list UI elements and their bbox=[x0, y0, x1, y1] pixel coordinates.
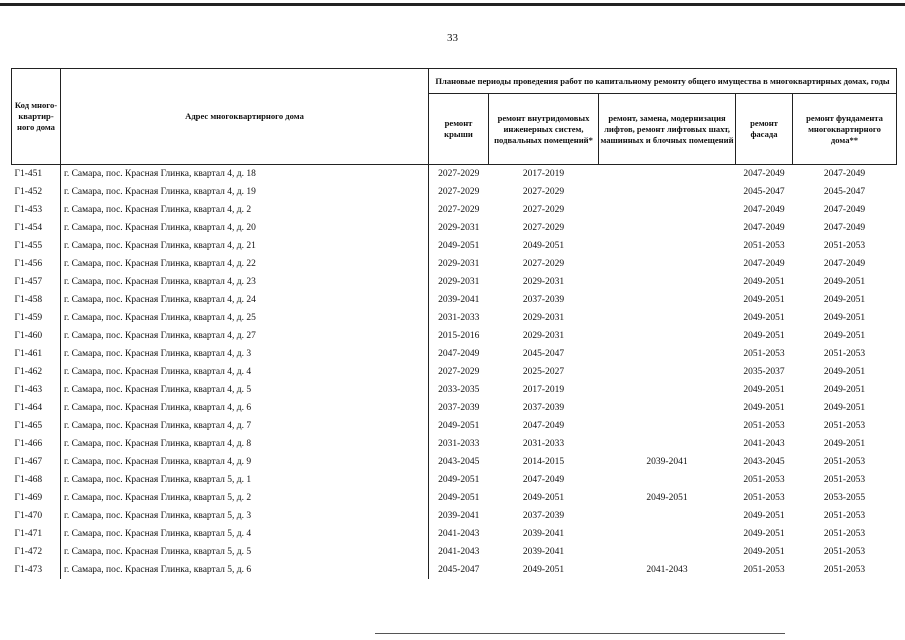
header-facade: ремонт фасада bbox=[736, 94, 793, 165]
top-rule bbox=[0, 3, 905, 6]
cell-engineering: 2045-2047 bbox=[522, 349, 565, 359]
cell-foundation: 2049-2051 bbox=[823, 385, 866, 395]
cell-engineering: 2039-2041 bbox=[522, 547, 565, 557]
cell-address: г. Самара, пос. Красная Глинка, квартал 5, д. 6 bbox=[61, 561, 429, 579]
header-foundation: ремонт фундамента многоквартирного дома** bbox=[793, 94, 897, 165]
cell-address: г. Самара, пос. Красная Глинка, квартал 4, д. 27 bbox=[61, 327, 429, 345]
cell-roof: 2049-2051 bbox=[438, 475, 480, 485]
cell-code: Г1-467 bbox=[12, 453, 61, 471]
cell-engineering: 2029-2031 bbox=[522, 277, 565, 287]
cell-foundation: 2051-2053 bbox=[823, 529, 866, 539]
cell-address: г. Самара, пос. Красная Глинка, квартал 5, д. 3 bbox=[61, 507, 429, 525]
cell-elevators bbox=[599, 237, 736, 255]
cell-code: Г1-455 bbox=[12, 237, 61, 255]
cell-roof: 2027-2029 bbox=[438, 187, 480, 197]
cell-facade: 2049-2051 bbox=[743, 547, 785, 557]
cell-address: г. Самара, пос. Красная Глинка, квартал 4, д. 7 bbox=[61, 417, 429, 435]
cell-roof: 2015-2016 bbox=[438, 331, 480, 341]
cell-facade: 2051-2053 bbox=[743, 241, 785, 251]
cell-facade: 2047-2049 bbox=[743, 205, 785, 215]
cell-address: г. Самара, пос. Красная Глинка, квартал 4, д. 8 bbox=[61, 435, 429, 453]
cell-elevators bbox=[599, 291, 736, 309]
cell-elevators bbox=[599, 183, 736, 201]
cell-engineering: 2037-2039 bbox=[522, 403, 565, 413]
cell-elevators bbox=[599, 399, 736, 417]
cell-engineering: 2029-2031 bbox=[522, 331, 565, 341]
cell-address: г. Самара, пос. Красная Глинка, квартал 4, д. 9 bbox=[61, 453, 429, 471]
cell-facade: 2049-2051 bbox=[743, 277, 785, 287]
cell-roof: 2045-2047 bbox=[438, 565, 480, 575]
header-work-periods: Плановые периоды проведения работ по капитальному ремонту общего имущества в многоквартирных домах, годы bbox=[429, 69, 897, 94]
cell-address: г. Самара, пос. Красная Глинка, квартал 4, д. 24 bbox=[61, 291, 429, 309]
cell-roof: 2047-2049 bbox=[438, 349, 480, 359]
cell-elevators bbox=[599, 525, 736, 543]
cell-foundation: 2053-2055 bbox=[823, 493, 866, 503]
cell-facade: 2051-2053 bbox=[743, 493, 785, 503]
cell-foundation: 2049-2051 bbox=[823, 403, 866, 413]
cell-facade: 2049-2051 bbox=[743, 295, 785, 305]
table-row bbox=[12, 543, 897, 561]
table-row bbox=[12, 399, 897, 417]
table-row bbox=[12, 471, 897, 489]
cell-roof: 2049-2051 bbox=[438, 241, 480, 251]
cell-roof: 2049-2051 bbox=[438, 493, 480, 503]
cell-elevators bbox=[599, 219, 736, 237]
cell-elevators bbox=[599, 417, 736, 435]
cell-facade: 2035-2037 bbox=[743, 367, 785, 377]
cell-engineering: 2037-2039 bbox=[522, 295, 565, 305]
cell-code: Г1-461 bbox=[12, 345, 61, 363]
cell-foundation: 2051-2053 bbox=[823, 547, 866, 557]
cell-address: г. Самара, пос. Красная Глинка, квартал 4, д. 23 bbox=[61, 273, 429, 291]
cell-foundation: 2051-2053 bbox=[823, 511, 866, 521]
table-row bbox=[12, 363, 897, 381]
cell-foundation: 2047-2049 bbox=[823, 205, 866, 215]
cell-roof: 2033-2035 bbox=[438, 385, 480, 395]
cell-elevators bbox=[599, 471, 736, 489]
header-elevators: ремонт, замена, модернизация лифтов, ремонт лифтовых шахт, машинных и блочных помещений bbox=[599, 94, 736, 165]
cell-facade: 2049-2051 bbox=[743, 313, 785, 323]
cell-engineering: 2047-2049 bbox=[522, 475, 565, 485]
cell-elevators bbox=[599, 435, 736, 453]
cell-facade: 2045-2047 bbox=[743, 187, 785, 197]
cell-code: Г1-466 bbox=[12, 435, 61, 453]
cell-elevators bbox=[599, 273, 736, 291]
cell-code: Г1-457 bbox=[12, 273, 61, 291]
cell-address: г. Самара, пос. Красная Глинка, квартал 4, д. 2 bbox=[61, 201, 429, 219]
table-row bbox=[12, 453, 897, 471]
cell-code: Г1-470 bbox=[12, 507, 61, 525]
table-row bbox=[12, 435, 897, 453]
cell-engineering: 2037-2039 bbox=[522, 511, 565, 521]
cell-address: г. Самара, пос. Красная Глинка, квартал 5, д. 1 bbox=[61, 471, 429, 489]
cell-facade: 2047-2049 bbox=[743, 169, 785, 179]
table-row bbox=[12, 525, 897, 543]
cell-facade: 2049-2051 bbox=[743, 385, 785, 395]
cell-code: Г1-456 bbox=[12, 255, 61, 273]
cell-facade: 2041-2043 bbox=[743, 439, 785, 449]
cell-facade: 2051-2053 bbox=[743, 475, 785, 485]
table-row bbox=[12, 561, 897, 579]
cell-address: г. Самара, пос. Красная Глинка, квартал 4, д. 5 bbox=[61, 381, 429, 399]
cell-address: г. Самара, пос. Красная Глинка, квартал 4, д. 25 bbox=[61, 309, 429, 327]
cell-engineering: 2027-2029 bbox=[522, 259, 565, 269]
cell-address: г. Самара, пос. Красная Глинка, квартал 4, д. 3 bbox=[61, 345, 429, 363]
cell-roof: 2027-2029 bbox=[438, 205, 480, 215]
cell-elevators: 2041-2043 bbox=[646, 565, 688, 575]
cell-facade: 2049-2051 bbox=[743, 331, 785, 341]
cell-roof: 2029-2031 bbox=[438, 259, 480, 269]
cell-foundation: 2047-2049 bbox=[823, 259, 866, 269]
table-row bbox=[12, 327, 897, 345]
cell-roof: 2039-2041 bbox=[438, 511, 480, 521]
cell-elevators: 2039-2041 bbox=[646, 457, 688, 467]
cell-code: Г1-460 bbox=[12, 327, 61, 345]
cell-foundation: 2049-2051 bbox=[823, 277, 866, 287]
cell-code: Г1-472 bbox=[12, 543, 61, 561]
cell-address: г. Самара, пос. Красная Глинка, квартал 5, д. 5 bbox=[61, 543, 429, 561]
cell-elevators bbox=[599, 165, 736, 184]
header-engineering: ремонт внутридомовых инженерных систем, подвальных помещений* bbox=[489, 94, 599, 165]
cell-code: Г1-473 bbox=[12, 561, 61, 579]
cell-code: Г1-468 bbox=[12, 471, 61, 489]
cell-address: г. Самара, пос. Красная Глинка, квартал 4, д. 4 bbox=[61, 363, 429, 381]
header-roof: ремонт крыши bbox=[429, 94, 489, 165]
cell-code: Г1-459 bbox=[12, 309, 61, 327]
cell-foundation: 2049-2051 bbox=[823, 367, 866, 377]
cell-foundation: 2049-2051 bbox=[823, 331, 866, 341]
cell-foundation: 2051-2053 bbox=[823, 457, 866, 467]
cell-engineering: 2027-2029 bbox=[522, 223, 565, 233]
cell-facade: 2043-2045 bbox=[743, 457, 785, 467]
cell-roof: 2031-2033 bbox=[438, 313, 480, 323]
table-row bbox=[12, 237, 897, 255]
cell-elevators bbox=[599, 345, 736, 363]
cell-code: Г1-463 bbox=[12, 381, 61, 399]
cell-facade: 2049-2051 bbox=[743, 529, 785, 539]
cell-address: г. Самара, пос. Красная Глинка, квартал 4, д. 18 bbox=[61, 165, 429, 184]
cell-foundation: 2049-2051 bbox=[823, 313, 866, 323]
table-row bbox=[12, 183, 897, 201]
cell-facade: 2049-2051 bbox=[743, 403, 785, 413]
cell-engineering: 2047-2049 bbox=[522, 421, 565, 431]
table-body bbox=[12, 165, 897, 580]
table-row bbox=[12, 309, 897, 327]
header-address: Адрес многоквартирного дома bbox=[61, 69, 429, 165]
cell-roof: 2027-2029 bbox=[438, 169, 480, 179]
cell-engineering: 2039-2041 bbox=[522, 529, 565, 539]
cell-engineering: 2025-2027 bbox=[522, 367, 565, 377]
cell-roof: 2037-2039 bbox=[438, 403, 480, 413]
cell-roof: 2029-2031 bbox=[438, 223, 480, 233]
repair-schedule-table bbox=[11, 68, 897, 579]
cell-roof: 2029-2031 bbox=[438, 277, 480, 287]
cell-engineering: 2031-2033 bbox=[522, 439, 565, 449]
cell-facade: 2047-2049 bbox=[743, 223, 785, 233]
cell-foundation: 2051-2053 bbox=[823, 565, 866, 575]
cell-address: г. Самара, пос. Красная Глинка, квартал 4, д. 20 bbox=[61, 219, 429, 237]
cell-engineering: 2049-2051 bbox=[522, 493, 565, 503]
cell-code: Г1-465 bbox=[12, 417, 61, 435]
table-row bbox=[12, 165, 897, 184]
table-row bbox=[12, 489, 897, 507]
page-number: 33 bbox=[447, 32, 458, 44]
cell-roof: 2041-2043 bbox=[438, 547, 480, 557]
cell-elevators bbox=[599, 381, 736, 399]
cell-foundation: 2045-2047 bbox=[823, 187, 866, 197]
cell-foundation: 2047-2049 bbox=[823, 223, 866, 233]
cell-facade: 2049-2051 bbox=[743, 511, 785, 521]
table-row bbox=[12, 345, 897, 363]
cell-roof: 2031-2033 bbox=[438, 439, 480, 449]
cell-address: г. Самара, пос. Красная Глинка, квартал 4, д. 19 bbox=[61, 183, 429, 201]
cell-elevators bbox=[599, 507, 736, 525]
table-row bbox=[12, 273, 897, 291]
table-row bbox=[12, 381, 897, 399]
cell-code: Г1-458 bbox=[12, 291, 61, 309]
cell-foundation: 2051-2053 bbox=[823, 421, 866, 431]
cell-roof: 2041-2043 bbox=[438, 529, 480, 539]
cell-elevators bbox=[599, 363, 736, 381]
table-row bbox=[12, 255, 897, 273]
cell-facade: 2051-2053 bbox=[743, 349, 785, 359]
cell-address: г. Самара, пос. Красная Глинка, квартал 5, д. 4 bbox=[61, 525, 429, 543]
table-row bbox=[12, 291, 897, 309]
cell-code: Г1-451 bbox=[12, 165, 61, 184]
cell-roof: 2049-2051 bbox=[438, 421, 480, 431]
cell-address: г. Самара, пос. Красная Глинка, квартал 4, д. 6 bbox=[61, 399, 429, 417]
cell-foundation: 2051-2053 bbox=[823, 241, 866, 251]
cell-address: г. Самара, пос. Красная Глинка, квартал 4, д. 22 bbox=[61, 255, 429, 273]
cell-code: Г1-462 bbox=[12, 363, 61, 381]
cell-foundation: 2047-2049 bbox=[823, 169, 866, 179]
cell-engineering: 2027-2029 bbox=[522, 187, 565, 197]
cell-address: г. Самара, пос. Красная Глинка, квартал 4, д. 21 bbox=[61, 237, 429, 255]
cell-engineering: 2029-2031 bbox=[522, 313, 565, 323]
cell-code: Г1-454 bbox=[12, 219, 61, 237]
cell-code: Г1-469 bbox=[12, 489, 61, 507]
cell-engineering: 2027-2029 bbox=[522, 205, 565, 215]
cell-engineering: 2017-2019 bbox=[522, 169, 565, 179]
cell-code: Г1-471 bbox=[12, 525, 61, 543]
cell-elevators bbox=[599, 327, 736, 345]
cell-engineering: 2017-2019 bbox=[522, 385, 565, 395]
cell-foundation: 2049-2051 bbox=[823, 439, 866, 449]
cell-facade: 2051-2053 bbox=[743, 421, 785, 431]
cell-code: Г1-452 bbox=[12, 183, 61, 201]
cell-roof: 2043-2045 bbox=[438, 457, 480, 467]
cell-engineering: 2049-2051 bbox=[522, 565, 565, 575]
cell-foundation: 2051-2053 bbox=[823, 475, 866, 485]
cell-address: г. Самара, пос. Красная Глинка, квартал 5, д. 2 bbox=[61, 489, 429, 507]
cell-foundation: 2051-2053 bbox=[823, 349, 866, 359]
cell-elevators bbox=[599, 201, 736, 219]
cell-facade: 2051-2053 bbox=[743, 565, 785, 575]
cell-code: Г1-453 bbox=[12, 201, 61, 219]
cell-elevators bbox=[599, 543, 736, 561]
cell-elevators bbox=[599, 309, 736, 327]
cell-elevators: 2049-2051 bbox=[646, 493, 688, 503]
bottom-rule bbox=[375, 633, 785, 634]
cell-facade: 2047-2049 bbox=[743, 259, 785, 269]
cell-code: Г1-464 bbox=[12, 399, 61, 417]
cell-foundation: 2049-2051 bbox=[823, 295, 866, 305]
cell-roof: 2027-2029 bbox=[438, 367, 480, 377]
cell-engineering: 2049-2051 bbox=[522, 241, 565, 251]
cell-engineering: 2014-2015 bbox=[522, 457, 565, 467]
cell-elevators bbox=[599, 255, 736, 273]
table-row bbox=[12, 507, 897, 525]
table-row bbox=[12, 219, 897, 237]
table-row bbox=[12, 417, 897, 435]
cell-roof: 2039-2041 bbox=[438, 295, 480, 305]
table-row bbox=[12, 201, 897, 219]
header-code: Код много-квартир-ного дома bbox=[12, 69, 61, 165]
